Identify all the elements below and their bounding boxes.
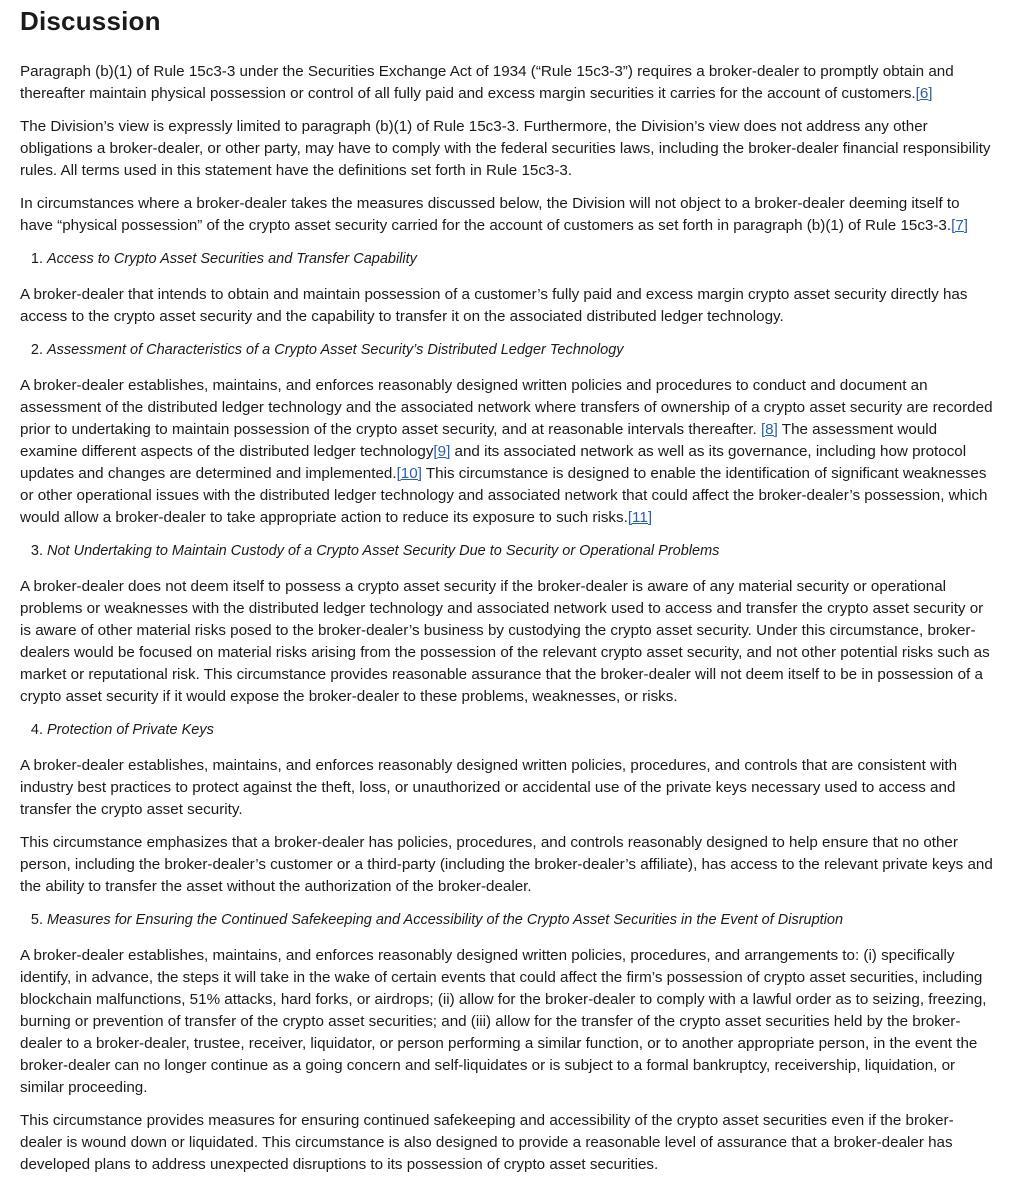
footnote-link-8[interactable]: [8] (760, 421, 778, 438)
section-heading-list-4 (20, 719, 993, 741)
footnote-link-9[interactable]: [9] (433, 443, 451, 460)
footnote-link-10[interactable]: [10] (396, 465, 422, 482)
paragraph-5-text-a: A broker-dealer establishes, maintains, and enforces reasonably designed written policies and procedures to conduct and document an assessment of the distributed ledger technology and the associated network where transfers of ownership of a crypto asset security are recorded prior to undertaking to maintain possession of the crypto asset security, and at reasonable intervals thereafter. (20, 377, 993, 438)
section-heading-list-2 (20, 339, 993, 361)
paragraph-3 (20, 193, 993, 237)
section-heading-1: 1. Access to Crypto Asset Securities and Transfer Capability (47, 248, 993, 270)
paragraph-9: A broker-dealer establishes, maintains, and enforces reasonably designed written policies, procedures, and arrangements to: (i) specifically identify, in advance, the steps it will take in the wake of certain events that could affect the firm’s possession of crypto asset securities, including blockchain malfunctions, 51% attacks, hard forks, or airdrops; (ii) allow for the broker-dealer to comply with a lawful order as to seizing, freezing, burning or prevention of transfer of the crypto asset securities; and (iii) allow for the transfer of the crypto asset securities held by the broker-dealer to a broker-dealer, trustee, receiver, liquidator, or person performing a similar function, or to another appropriate person, in the event the broker-dealer can no longer continue as a going concern and self-liquidates or is subject to a formal bankruptcy, receivership, liquidation, or similar proceeding. (20, 947, 987, 1096)
paragraph-7: A broker-dealer establishes, maintains, and enforces reasonably designed written policies, procedures, and controls that are consistent with industry best practices to protect against the theft, loss, or unauthorized or accidental use of the private keys necessary used to access and transfer the crypto asset security. (20, 757, 958, 818)
paragraph-6: A broker-dealer does not deem itself to possess a crypto asset security if the broker-dealer is aware of any material security or operational problems or weaknesses with the distributed ledger technology and associated network used to access and transfer the crypto asset security or is aware of other material risks posed to the broker-dealer’s business by custodying the crypto asset security. Under this circumstance, broker-dealers would be focused on material risks arising from the possession of the relevant crypto asset security, and not other potential risks such as market or reputational risk. This circumstance provides reasonable assurance that the broker-dealer will not deem itself to be in possession of a crypto asset security if it would expose the broker-dealer to these problems, weaknesses, or risks. (20, 578, 990, 705)
paragraph-5-text-b: The assessment would examine different aspects of the distributed ledger technology (20, 421, 938, 460)
section-heading-list-5 (20, 909, 993, 931)
paragraph-2: The Division’s view is expressly limited to paragraph (b)(1) of Rule 15c3-3. Furthermore, the Division’s view does not address any other obligations a broker-dealer, or other party, may have to comply with the federal securities laws, including the broker-dealer financial responsibility rules. All terms used in this statement have the definitions set forth in Rule 15c3-3. (20, 118, 991, 179)
paragraph-5-text-c: and its associated network as well as its governance, including how protocol updates and changes are determined and implemented. (20, 443, 967, 482)
section-heading-2: 2. Assessment of Characteristics of a Crypto Asset Security’s Distributed Ledger Technology (47, 339, 993, 361)
section-heading-3: 3. Not Undertaking to Maintain Custody of a Crypto Asset Security Due to Security or Operational Problems (47, 540, 993, 562)
page-title: Discussion (20, 6, 161, 36)
section-heading-4: 4. Protection of Private Keys (47, 719, 993, 741)
paragraph-8: This circumstance emphasizes that a broker-dealer has policies, procedures, and controls reasonably designed to help ensure that no other person, including the broker-dealer’s customer or a third-party (including the broker-dealer’s affiliate), has access to the relevant private keys and the ability to transfer the asset without the authorization of the broker-dealer. (20, 834, 993, 895)
paragraph-1 (20, 61, 993, 105)
paragraph-4: A broker-dealer that intends to obtain and maintain possession of a customer’s fully paid and excess margin crypto asset security directly has access to the crypto asset security and the capability to transfer it on the associated distributed ledger technology. (20, 286, 968, 325)
section-heading-5: 5. Measures for Ensuring the Continued Safekeeping and Accessibility of the Crypto Asset Securities in the Event of Disruption (47, 909, 993, 931)
footnote-link-11[interactable]: [11] (627, 509, 653, 526)
section-heading-list-3 (20, 540, 993, 562)
section-heading-list-1 (20, 248, 993, 270)
paragraph-5 (20, 375, 993, 529)
paragraph-1-text: Paragraph (b)(1) of Rule 15c3-3 under the Securities Exchange Act of 1934 (“Rule 15c3-3”) requires a broker-dealer to promptly obtain and thereafter maintain physical possession or control of all fully paid and excess margin securities it carries for the account of customers. (20, 63, 954, 102)
paragraph-10: This circumstance provides measures for ensuring continued safekeeping and accessibility of the crypto asset securities even if the broker-dealer is wound down or liquidated. This circumstance is also designed to provide a reasonable level of assurance that a broker-dealer has developed plans to address unexpected disruptions to its possession of crypto asset securities. (20, 1112, 954, 1173)
paragraph-3-text: In circumstances where a broker-dealer takes the measures discussed below, the Division will not object to a broker-dealer deeming itself to have “physical possession” of the crypto asset security carried for the account of customers as set forth in paragraph (b)(1) of Rule 15c3-3. (20, 195, 960, 234)
footnote-link-6[interactable]: [6] (915, 85, 933, 102)
footnote-link-7[interactable]: [7] (951, 217, 968, 234)
paragraph-5-text-d: This circumstance is designed to enable the identification of significant weaknesses or other operational issues with the distributed ledger technology and associated network that could affect the broker-dealer’s possession, which would allow a broker-dealer to take appropriate action to reduce its exposure to such risks. (20, 465, 988, 526)
